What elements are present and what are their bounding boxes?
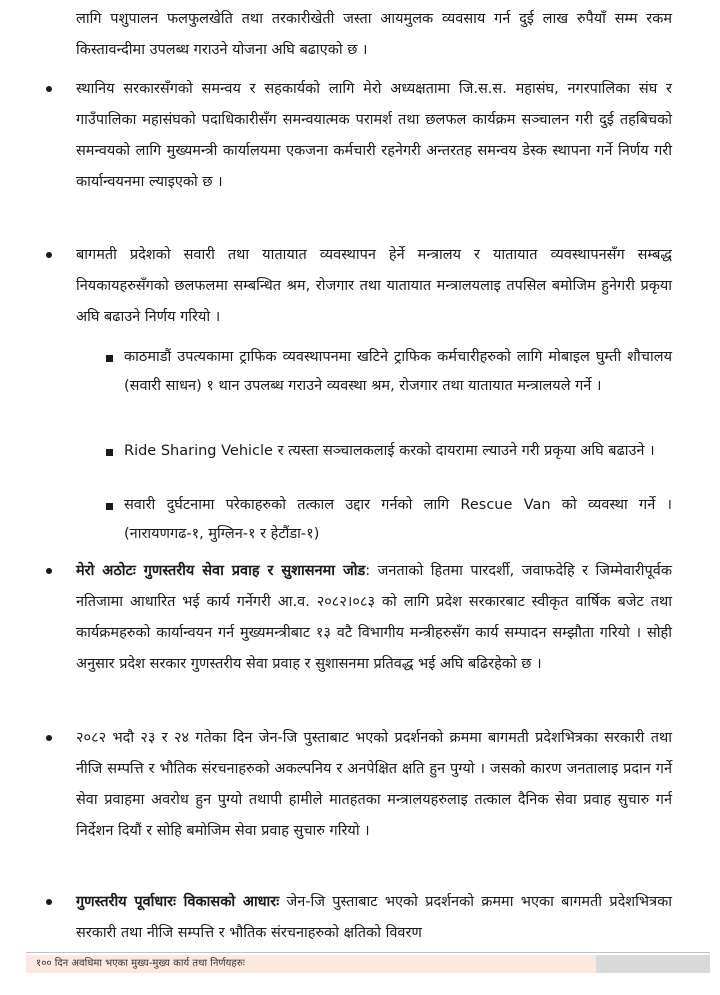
bullet-marker <box>44 733 54 743</box>
bullet-marker <box>44 84 54 94</box>
square-bullet-marker <box>106 503 113 510</box>
paragraph-body: : जनताको हितमा पारदर्शी, जवाफदेहि र जिम्मेवारीपूर्वक नतिजामा आधारित भई कार्य गर्नेगरी आ.व. २०८२।०८३ को लागि प्रदेश सरकारबाट स्वीकृत वार्षिक बजेट तथा कार्यक्रमहरुको कार्यान्वयन गर्न मुख्यमन्त्रीबाट १३ वटै विभागीय मन्त्रीहरुसँग कार्य सम्पादन सम्झौता गरियो । सोही अनुसार प्रदेश सरकार गुणस्तरीय सेवा प्रवाह र सुशासनमा प्रतिवद्ध भई अघि बढिरहेको छ । <box>76 563 672 672</box>
paragraph-transport-management: बागमती प्रदेशको सवारी तथा यातायात व्यवस्थापन हेर्ने मन्त्रालय र यातायात व्यवस्थापनसँग सम्बद्ध नियकायहरुसँगको छलफलमा सम्बन्धित श्रम, रोजगार तथा यातायात मन्त्रालयलाइ तपसिल बमोजिम हुनेगरी प्रकृया अघि बढाउने निर्णय गरियो । <box>76 247 672 325</box>
subitem-rescue-van: सवारी दुर्घटनामा परेकाहरुको तत्काल उद्दार गर्नको लागि Rescue Van को व्यवस्था गर्ने । (नारायणगढ-१, मुग्लिन-१ र हेटौंडा-१) <box>124 497 672 542</box>
bullet-marker <box>44 250 54 260</box>
subitem-mobile-toilet: काठमाडौं उपत्यकामा ट्राफिक व्यवस्थापनमा खटिने ट्राफिक कर्मचारीहरुको लागि मोबाइल घुम्ती शौचालय (सवारी साधन) १ थान उपलब्ध गराउने व्यवस्था श्रम, रोजगार तथा यातायात मन्त्रालयले गर्ने । <box>124 349 672 394</box>
paragraph-body: जेन-जि पुस्ताबाट भएको प्रदर्शनको क्रममा भएका बागमती प्रदेशभित्रका सरकारी तथा नीजि सम्पत्ति र भौतिक संरचनाहरुको क्षतिको विवरण <box>76 894 672 941</box>
subitem-ride-sharing: Ride Sharing Vehicle र त्यस्ता सञ्चालकलाई करको दायरामा ल्याउने गरी प्रकृया अघि बढाउने । <box>124 443 655 459</box>
paragraph-continuation: लागि पशुपालन फलफुलखेति तथा तरकारीखेती जस्ता आयमुलक व्यवसाय गर्न दुई लाख रुपैयाँ सम्म रकम किस्तावन्दीमा उपलब्ध गराउने योजना अघि बढाएको छ । <box>76 11 672 58</box>
paragraph-local-coordination: स्थानिय सरकारसँगको समन्वय र सहकार्यको लागि मेरो अध्यक्षतामा जि.स.स. महासंघ, नगरपालिका संघ र गाउँपालिका महासंघको पदाधिकारीसँग समन्वयात्मक परामर्श तथा छलफल कार्यक्रम सञ्चालन गरी दुई तहबिचको समन्वयको लागि मुख्यमन्त्री कार्यालयमा एकजना कर्मचारी रहनेगरी अन्तरतह समन्वय डेस्क स्थापना गर्ने निर्णय गरी कार्यान्वयनमा ल्याइएको छ । <box>76 81 672 190</box>
paragraph-heading: गुणस्तरीय पूर्वाधारः विकासको आधारः <box>76 894 280 910</box>
paragraph-genz-protest-damage: २०८२ भदौ २३ र २४ गतेका दिन जेन-जि पुस्ताबाट भएको प्रदर्शनको क्रममा बागमती प्रदेशभित्रका सरकारी तथा नीजि सम्पत्ति र भौतिक संरचनाहरुको अकल्पनिय र अनपेक्षित क्षति हुन पुग्यो । जसको कारण जनतालाइ प्रदान गर्ने सेवा प्रवाहमा अवरोध हुन पुग्यो तथापी हामीले मातहतका मन्त्रालयहरुलाइ तत्काल दैनिक सेवा प्रवाह सुचारु गर्न निर्देशन दियौं र सोहि बमोजिम सेवा प्रवाह सुचारु गरियो । <box>76 730 672 839</box>
square-bullet-marker <box>106 449 113 456</box>
paragraph-good-governance <box>76 556 672 680</box>
square-bullet-marker <box>106 355 113 362</box>
footer-page-box <box>596 955 710 973</box>
footer-text: १०० दिन अवधिमा भएका मुख्य-मुख्य कार्य तथा निर्णयहरुः <box>36 958 245 969</box>
footer-divider <box>26 952 710 953</box>
bullet-marker <box>44 566 54 576</box>
bullet-marker <box>44 897 54 907</box>
paragraph-heading: मेरो अठोटः गुणस्तरीय सेवा प्रवाह र सुशासनमा जोड <box>76 563 366 579</box>
paragraph-quality-infrastructure <box>76 887 672 949</box>
